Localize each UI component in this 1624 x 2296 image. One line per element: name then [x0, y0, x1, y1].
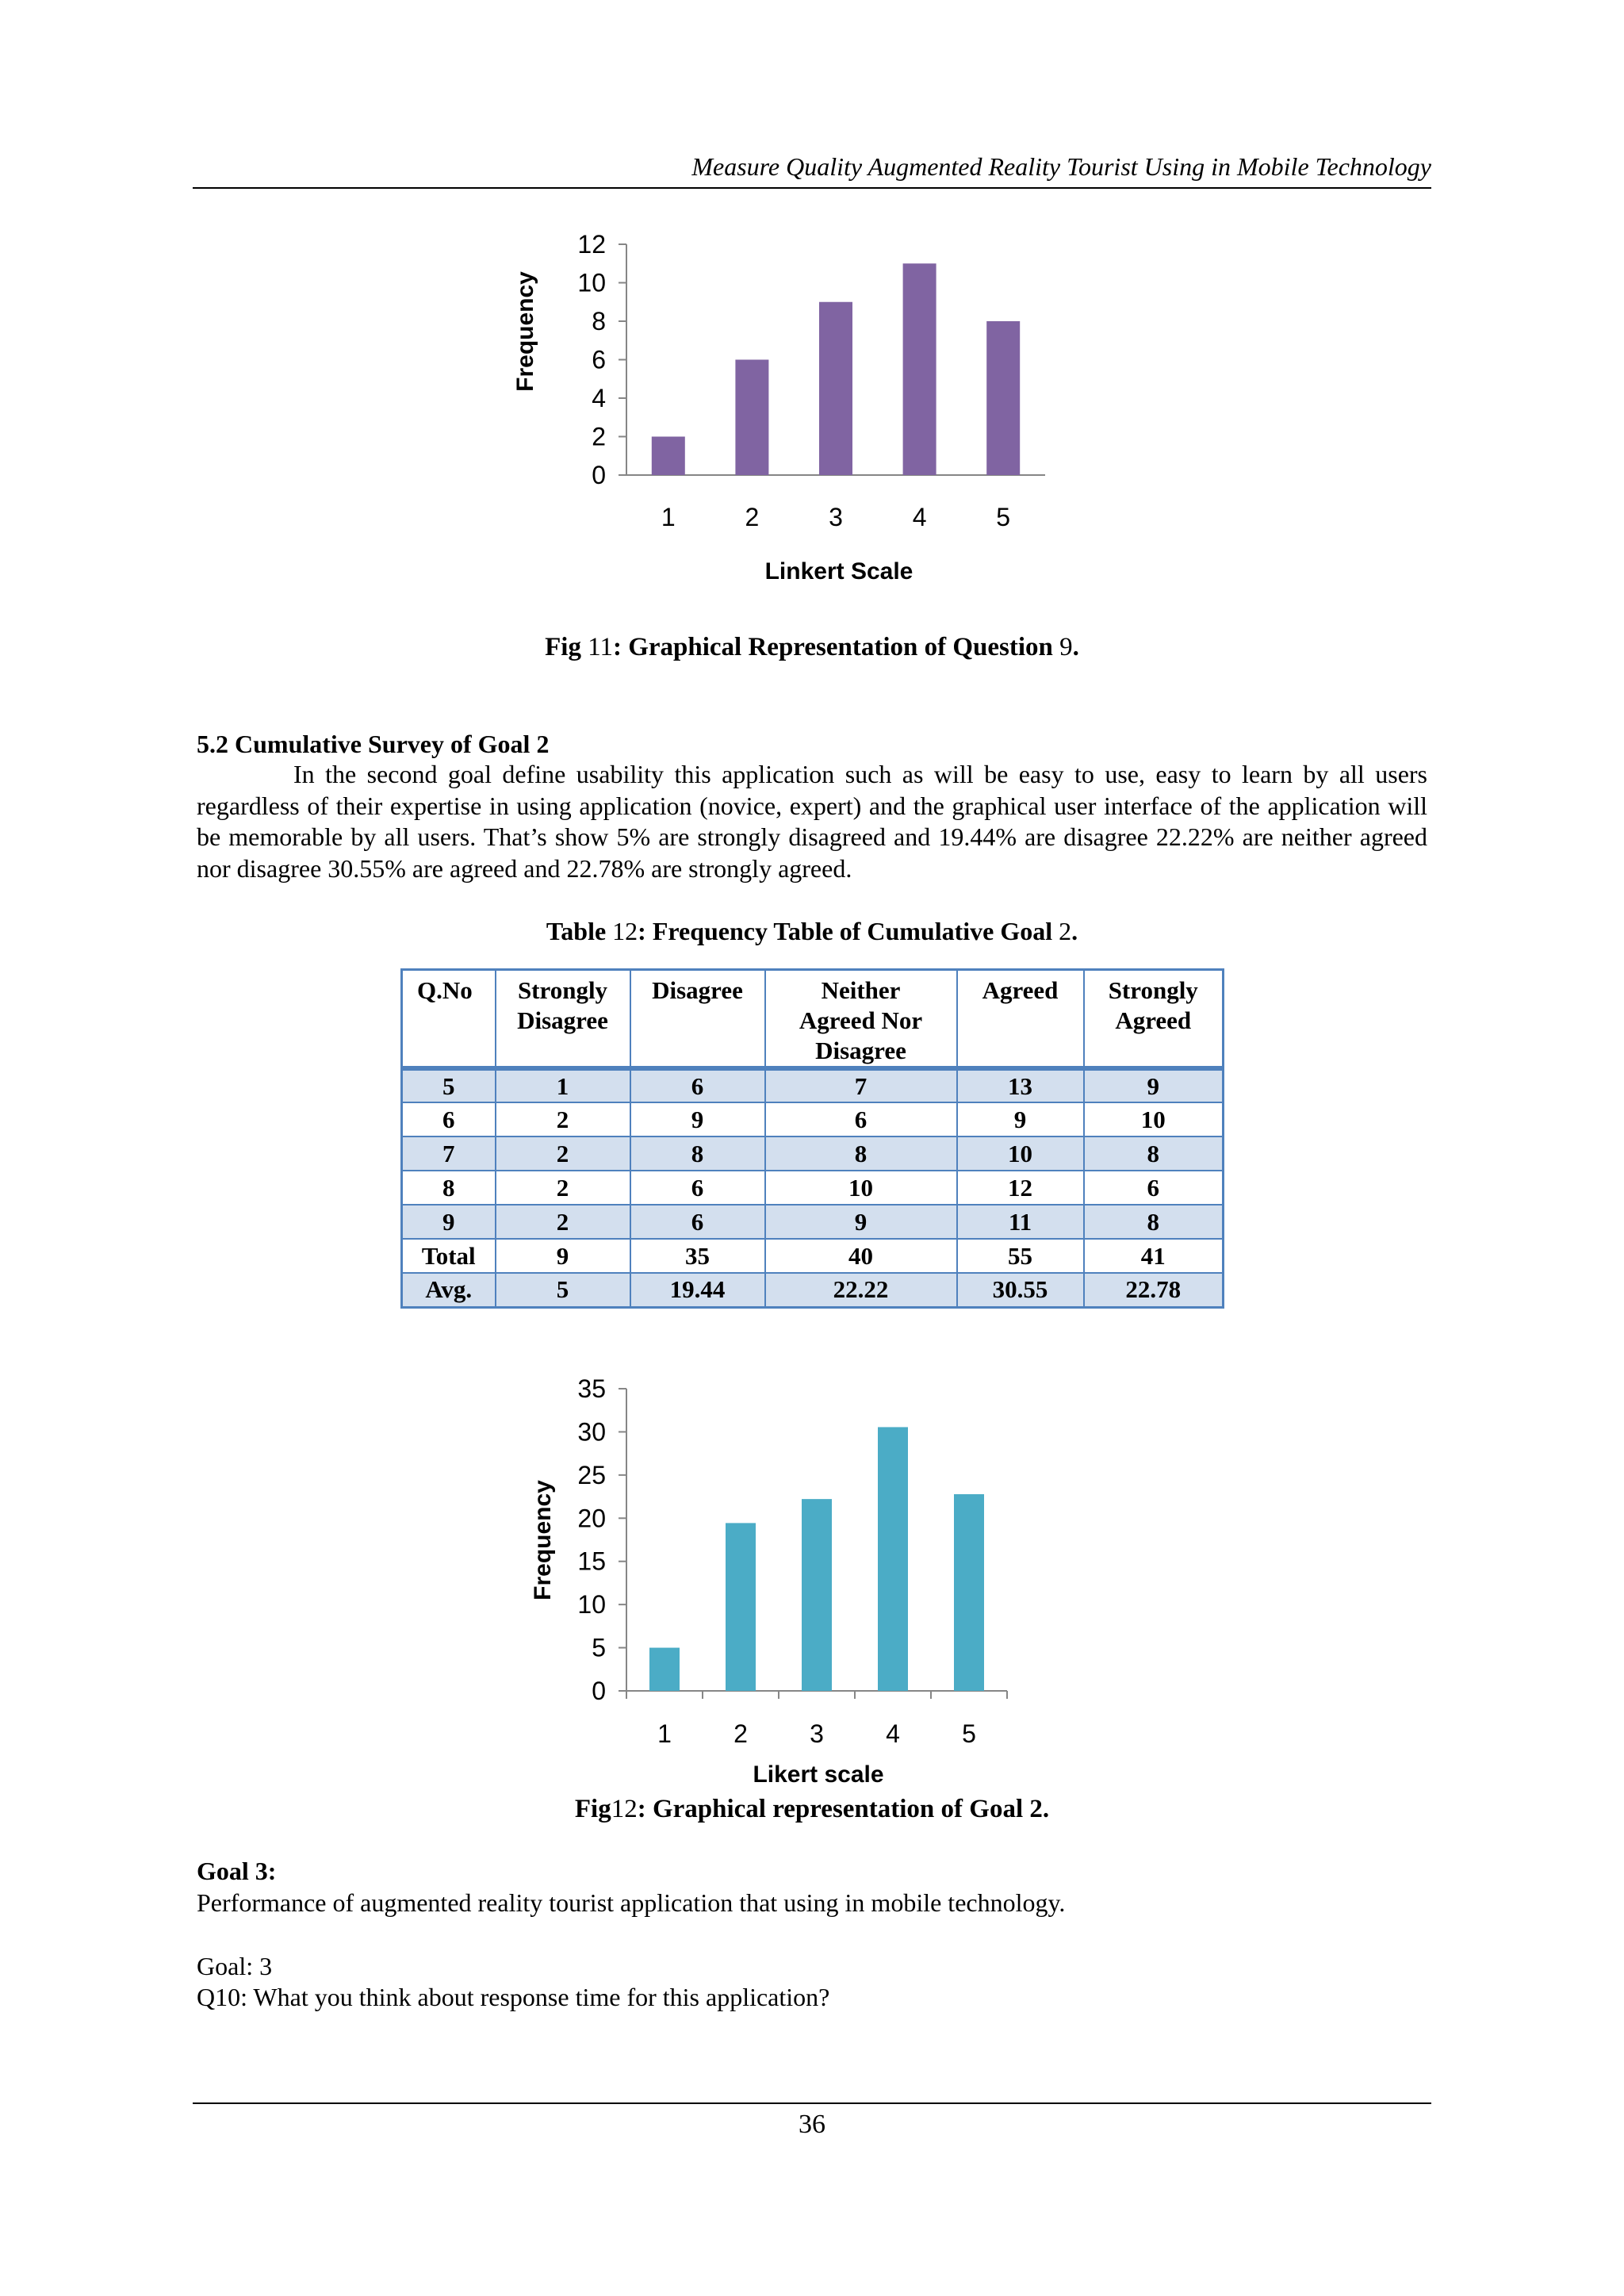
table-cell: 8 — [765, 1137, 957, 1171]
y-tick-label: 8 — [592, 307, 606, 335]
table-header-text: Disagree — [652, 976, 743, 1004]
table-cell: 6 — [765, 1102, 957, 1137]
table-header-text: Neither — [821, 976, 901, 1004]
y-axis-title: Frequency — [512, 271, 538, 392]
table-cell: 40 — [765, 1239, 957, 1273]
bar — [954, 1494, 984, 1691]
table-cell: 10 — [765, 1171, 957, 1205]
goal-3-description: Performance of augmented reality tourist application that using in mobile technology. — [197, 1888, 1066, 1917]
table-cell: 9 — [1084, 1068, 1224, 1102]
x-axis-title: Linkert Scale — [764, 558, 914, 585]
table-cell: 19.44 — [630, 1273, 765, 1307]
running-header: Measure Quality Augmented Reality Tourist Using in Mobile Technology — [691, 152, 1431, 181]
x-tick-label: 2 — [733, 1719, 748, 1748]
goal-3-heading: Goal 3: — [197, 1857, 277, 1885]
y-tick-label: 4 — [592, 384, 606, 412]
table-cell: 9 — [402, 1205, 496, 1239]
figure-11-caption: Fig 11: Graphical Representation of Question 9. — [545, 633, 1079, 661]
table-cell: 8 — [1084, 1205, 1224, 1239]
y-tick-label: 6 — [592, 345, 606, 374]
bar — [726, 1523, 756, 1691]
y-tick-label: 10 — [577, 268, 606, 297]
table-header-text: Agreed — [1115, 1006, 1192, 1034]
y-tick-label: 0 — [592, 1677, 606, 1705]
table-cell: 7 — [765, 1068, 957, 1102]
table-cell: 10 — [1084, 1102, 1224, 1137]
y-tick-label: 2 — [592, 422, 606, 451]
table-cell: 55 — [957, 1239, 1084, 1273]
table-cell: Avg. — [402, 1273, 496, 1307]
y-tick-label: 30 — [577, 1417, 606, 1447]
table-cell: 22.22 — [765, 1273, 957, 1307]
table-cell: 6 — [630, 1068, 765, 1102]
table-cell: 41 — [1084, 1239, 1224, 1273]
table-cell: 10 — [957, 1137, 1084, 1171]
y-axis-title: Frequency — [530, 1480, 556, 1600]
table-cell: 9 — [765, 1205, 957, 1239]
table-header-text: Disagree — [517, 1006, 608, 1034]
table-cell: 8 — [1084, 1137, 1224, 1171]
bar — [878, 1427, 908, 1691]
x-tick-label: 1 — [661, 503, 676, 531]
x-tick-label: 3 — [810, 1719, 824, 1748]
table-cell: 2 — [496, 1171, 630, 1205]
x-tick-label: 4 — [912, 503, 927, 531]
x-tick-label: 3 — [829, 503, 843, 531]
figure-12-caption: Fig12: Graphical representation of Goal 2. — [574, 1795, 1050, 1823]
table-cell: 2 — [496, 1205, 630, 1239]
y-tick-label: 15 — [577, 1547, 606, 1576]
table-cell: 6 — [1084, 1171, 1224, 1205]
table-cell: 9 — [630, 1102, 765, 1137]
bar — [802, 1499, 832, 1691]
table-12-caption: Table 12: Frequency Table of Cumulative Goal 2. — [546, 917, 1078, 945]
table-cell: 5 — [496, 1273, 630, 1307]
section-heading: 5.2 Cumulative Survey of Goal 2 — [197, 730, 550, 758]
y-tick-label: 20 — [577, 1504, 606, 1533]
section-paragraph: In the second goal define usability this application such as will be easy to use, easy to learn by all users regardless of their expertise in using application (novice, expert) and the graphical user interface of the application will be memorable by all users. That’s show 5% are strongly disagreed and 19.44% are disagree 22.22% are neither agreed nor disagree 30.55% are agreed and 22.78% are strongly agreed. — [197, 760, 1427, 883]
table-cell: 12 — [957, 1171, 1084, 1205]
y-tick-label: 10 — [577, 1590, 606, 1619]
table-cell: 30.55 — [957, 1273, 1084, 1307]
page-number: 36 — [799, 2110, 825, 2139]
bar — [649, 1648, 680, 1691]
footer-rule — [193, 2102, 1431, 2104]
table-cell: 2 — [496, 1102, 630, 1137]
table-cell: 9 — [957, 1102, 1084, 1137]
table-header-text: Strongly — [517, 976, 608, 1004]
y-tick-label: 25 — [577, 1460, 606, 1489]
x-tick-label: 2 — [745, 503, 760, 531]
question-10: Q10: What you think about response time for this application? — [197, 1983, 830, 2011]
y-tick-label: 0 — [592, 461, 606, 489]
table-header-text: Strongly — [1108, 976, 1198, 1004]
table-header-text: Agreed Nor — [799, 1006, 923, 1034]
table-header-text: Disagree — [815, 1037, 906, 1064]
y-tick-label: 5 — [592, 1633, 606, 1662]
table-cell: 1 — [496, 1068, 630, 1102]
table-cell: 11 — [957, 1205, 1084, 1239]
goal-label: Goal: 3 — [197, 1952, 273, 1980]
x-tick-label: 4 — [886, 1719, 900, 1748]
x-axis-title: Likert scale — [753, 1761, 884, 1788]
x-tick-label: 5 — [962, 1719, 976, 1748]
table-header-text: Q.No — [417, 976, 473, 1004]
x-tick-label: 5 — [996, 503, 1011, 531]
x-tick-label: 1 — [657, 1719, 672, 1748]
y-tick-label: 12 — [577, 230, 606, 259]
table-cell: 6 — [630, 1205, 765, 1239]
table-cell: 13 — [957, 1068, 1084, 1102]
table-cell: 8 — [402, 1171, 496, 1205]
table-header-text: Agreed — [982, 976, 1059, 1004]
table-cell: 6 — [630, 1171, 765, 1205]
table-cell: 9 — [496, 1239, 630, 1273]
table-cell: Total — [402, 1239, 496, 1273]
table-cell: 5 — [402, 1068, 496, 1102]
table-cell: 22.78 — [1084, 1273, 1224, 1307]
table-cell: 6 — [402, 1102, 496, 1137]
table-cell: 35 — [630, 1239, 765, 1273]
y-tick-label: 35 — [577, 1374, 606, 1403]
table-cell: 7 — [402, 1137, 496, 1171]
table-cell: 2 — [496, 1137, 630, 1171]
table-cell: 8 — [630, 1137, 765, 1171]
